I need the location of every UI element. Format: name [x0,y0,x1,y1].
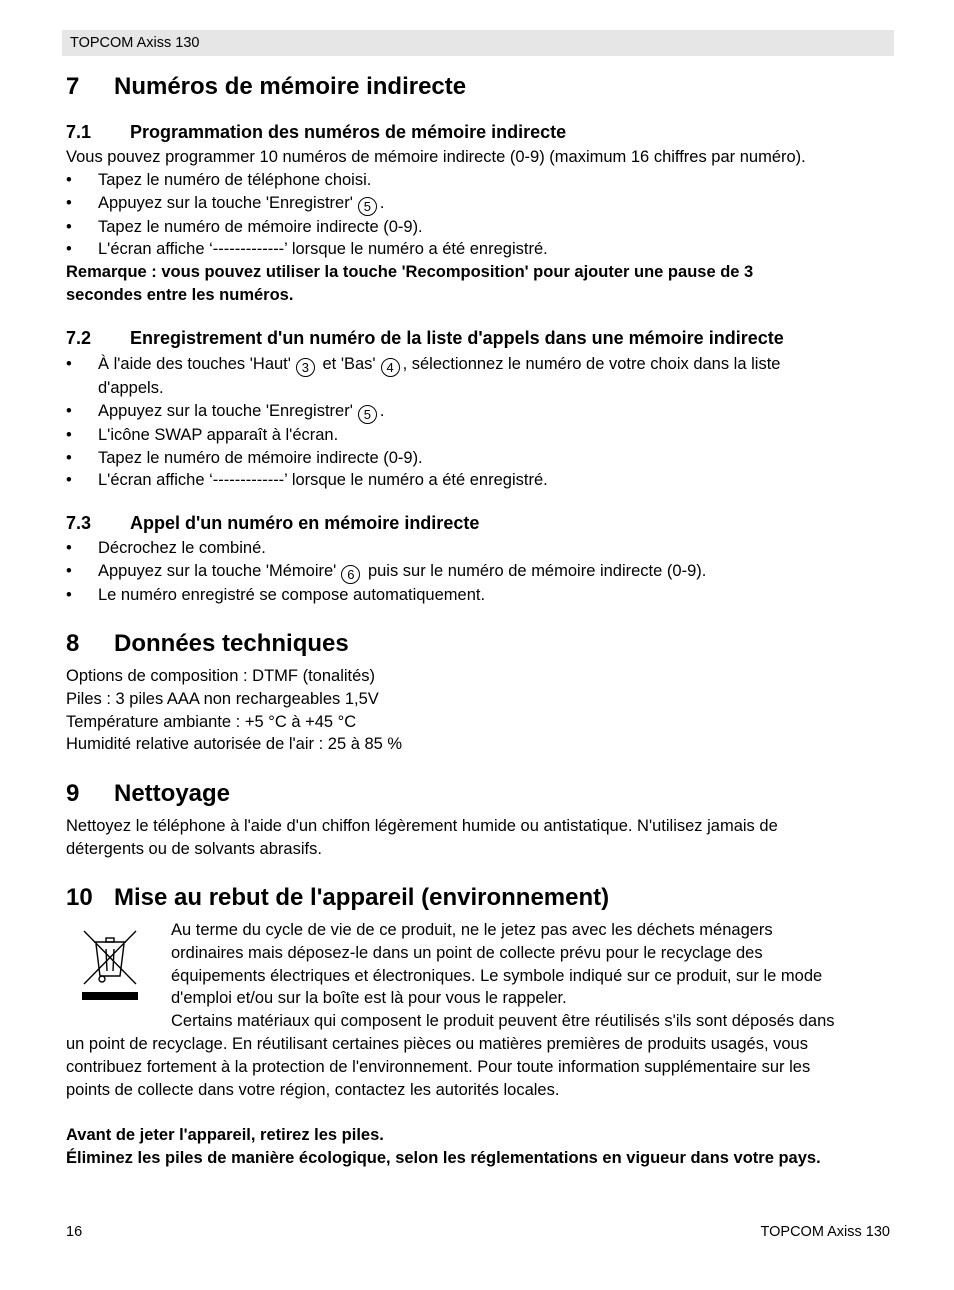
subsection-title: Enregistrement d'un numéro de la liste d'appels dans une mémoire indirecte [130,328,784,348]
section-7-3-body [66,537,896,607]
section-number: 9 [66,780,80,807]
header-title: TOPCOM Axiss 130 [70,35,200,51]
section-number: 10 [66,884,93,911]
list-item [66,353,896,400]
spec-line: Température ambiante : +5 °C à +45 °C [66,712,357,731]
item-text: Appuyez sur la touche 'Enregistrer' [98,401,353,420]
subsection-number: 7.1 [66,122,92,142]
warning-line: Éliminez les piles de manière écologique, selon les réglementations en vigueur dans votre pays. [66,1148,821,1167]
list-item: • L'écran affiche ‘-------------’ lorsque le numéro a été enregistré. [66,469,896,492]
paragraph-line: un point de recyclage. En réutilisant certaines pièces ou matières premières de produits usagés, vous [66,1035,808,1053]
list-item: • Décrochez le combiné. [66,537,896,560]
section-7-heading [66,72,466,102]
list-item: • Tapez le numéro de téléphone choisi. [66,169,896,192]
subsection-number: 7.3 [66,513,92,533]
paragraph-line: points de collecte dans votre région, contactez les autorités locales. [66,1080,560,1099]
paragraph-line: Certains matériaux qui composent le produit peuvent être réutilisés s'ils sont déposés dans [171,1012,835,1031]
item-text: Appuyez sur la touche 'Mémoire' [98,561,337,580]
list-item: • Le numéro enregistré se compose automatiquement. [66,584,896,607]
paragraph-line: équipements électriques et électroniques. Le symbole indiqué sur ce produit, sur le mode [171,966,823,985]
paragraph-line: Au terme du cycle de vie de ce produit, ne le jetez pas avec les déchets ménagers [171,921,773,939]
subsection-title: Programmation des numéros de mémoire indirecte [130,122,567,142]
list-item: • L'écran affiche ‘-------------’ lorsque le numéro a été enregistré. [66,238,896,261]
list-item: • Tapez le numéro de mémoire indirecte (0-9). [66,447,896,470]
key-5-icon: 5 [358,197,377,216]
section-title: Mise au rebut de l'appareil (environnement) [114,884,610,911]
section-title: Données techniques [114,630,349,657]
spec-line: Options de composition : DTMF (tonalités) [66,667,376,685]
warning-line: Avant de jeter l'appareil, retirez les piles. [66,1126,384,1144]
weee-crossed-bin-icon [80,928,140,1004]
technical-data [66,665,896,756]
intro-paragraph: Vous pouvez programmer 10 numéros de mémoire indirecte (0-9) (maximum 16 chiffres par numéro). [66,148,806,166]
subsection-title: Appel d'un numéro en mémoire indirecte [130,513,480,533]
note-line: Remarque : vous pouvez utiliser la touche 'Recomposition' pour ajouter une pause de 3 [66,263,754,282]
steps-list [66,537,896,607]
section-7-1-heading [66,120,566,144]
cleaning-text [66,815,896,861]
list-item [66,192,896,216]
item-text: et 'Bas' [322,355,376,373]
item-text: À l'aide des touches 'Haut' [98,355,291,373]
item-text: . [379,401,385,420]
key-4-icon: 4 [381,358,400,377]
key-5-icon: 5 [358,405,377,424]
steps-list [66,169,896,261]
item-text: d'appels. [98,379,164,397]
list-item [66,400,896,424]
section-7-2-body [66,353,896,492]
item-text: puis sur le numéro de mémoire indirecte (0-9). [367,561,707,580]
spec-line: Humidité relative autorisée de l'air : 25 à 85 % [66,735,403,754]
disposal-text [66,1033,896,1101]
footer-title: TOPCOM Axiss 130 [760,1224,890,1240]
section-9-heading [66,779,230,809]
item-text: , sélectionnez le numéro de votre choix dans la liste [402,355,781,373]
section-title: Numéros de mémoire indirecte [114,73,467,100]
list-item: • Tapez le numéro de mémoire indirecte (0-9). [66,216,896,239]
paragraph-line: Nettoyez le téléphone à l'aide d'un chiffon légèrement humide ou antistatique. N'utilisez jamais de [66,817,778,835]
paragraph-line: contribuez fortement à la protection de l'environnement. Pour toute information supplémentaire sur les [66,1057,811,1076]
subsection-number: 7.2 [66,328,92,348]
note-line: secondes entre les numéros. [66,285,294,304]
section-10-heading [66,883,609,913]
steps-list [66,353,896,492]
page-header [62,30,894,56]
section-7-2-heading [66,326,784,350]
paragraph-line: d'emploi et/ou sur la boîte est là pour vous le rappeler. [171,989,567,1008]
page-number: 16 [66,1224,83,1240]
section-number: 8 [66,630,80,657]
item-text: Appuyez sur la touche 'Enregistrer' [98,193,353,212]
section-8-heading [66,629,349,659]
section-title: Nettoyage [114,780,231,807]
spec-line: Piles : 3 piles AAA non rechargeables 1,5V [66,689,379,708]
key-6-icon: 6 [341,565,360,584]
key-3-icon: 3 [296,358,315,377]
item-text: . [379,193,385,212]
disposal-text-beside-icon [171,919,896,1033]
list-item: • L'icône SWAP apparaît à l'écran. [66,424,896,447]
list-item [66,560,896,584]
paragraph-line: ordinaires mais déposez-le dans un point de collecte prévu pour le recyclage des [171,943,763,962]
section-7-3-heading [66,511,479,535]
battery-warning [66,1124,896,1170]
paragraph-line: détergents ou de solvants abrasifs. [66,839,322,858]
section-number: 7 [66,73,80,100]
section-7-1-body [66,146,896,307]
